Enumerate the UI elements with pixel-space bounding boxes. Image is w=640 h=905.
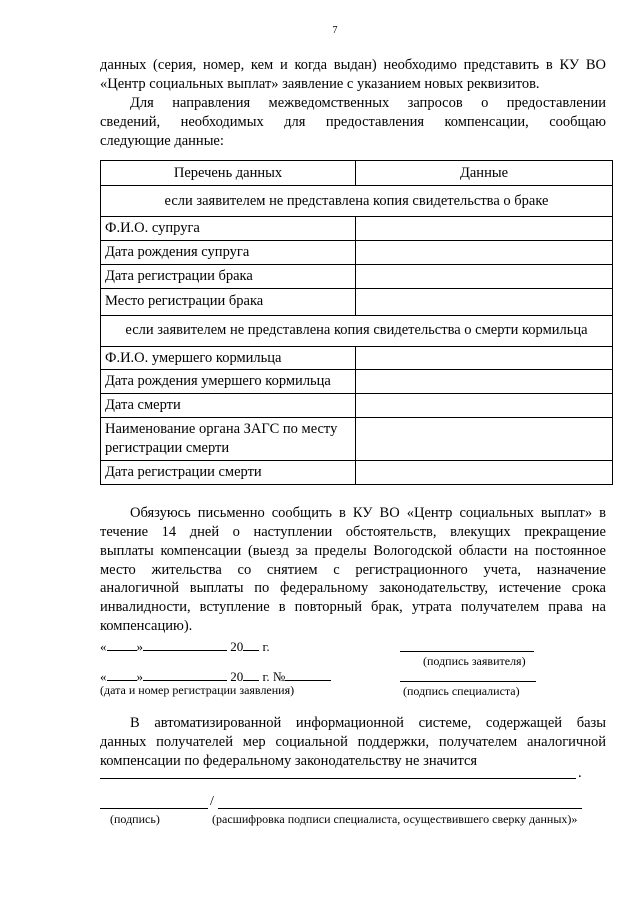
section-heading: если заявителем не представлена копия свидетельства о браке — [101, 186, 613, 217]
ais-line: компенсации по федеральному законодательству не значится — [100, 752, 478, 769]
quote-open: « — [100, 639, 107, 654]
table-section-row — [101, 315, 613, 346]
table-row — [101, 288, 613, 315]
final-signature-line[interactable] — [100, 808, 208, 809]
ais-line: В автоматизированной информационной системе, содержащей базы — [130, 715, 606, 731]
year-suffix: г. — [262, 639, 270, 654]
slash: / — [210, 794, 214, 809]
quote-close: » — [136, 639, 143, 654]
year-field[interactable] — [243, 638, 259, 651]
year-prefix: 20 — [230, 639, 244, 654]
row-label: Дата рождения супруга — [101, 240, 356, 264]
month-field[interactable] — [143, 668, 227, 681]
table-row — [101, 217, 613, 241]
year-prefix: 20 — [230, 669, 244, 684]
registration-number-field[interactable] — [285, 668, 331, 681]
decoding-caption: (расшифровка подписи специалиста, осуществившего сверку данных)» — [212, 812, 578, 826]
month-field[interactable] — [143, 638, 227, 651]
year-field[interactable] — [243, 668, 259, 681]
row-label: Дата регистрации смерти — [101, 460, 356, 484]
table-row — [101, 460, 613, 484]
number-sign: № — [272, 669, 286, 684]
intro-paragraph-2 — [100, 94, 606, 151]
row-label: Наименование органа ЗАГС по месту регистрации смерти — [101, 418, 356, 461]
day-field[interactable] — [107, 668, 137, 681]
row-value-cell[interactable] — [356, 288, 613, 315]
table-row — [101, 346, 613, 370]
row-value-cell[interactable] — [356, 264, 613, 288]
obligation-line: выплаты компенсации (выезд за пределы Вологодской области на постоянное — [100, 542, 606, 559]
ais-fill-line[interactable] — [100, 778, 576, 779]
applicant-signature-line[interactable] — [400, 651, 534, 652]
row-value-cell[interactable] — [356, 394, 613, 418]
applicant-date-row — [100, 638, 270, 656]
row-value-cell[interactable] — [356, 346, 613, 370]
obligation-line: инвалидности, вступление в повторный брак, утрата получателем права на — [100, 599, 606, 616]
table-header-row — [101, 161, 613, 186]
day-field[interactable] — [107, 638, 137, 651]
intro-paragraph — [100, 56, 606, 94]
ais-line: данных получателей мер социальной поддержки, получателем аналогичной — [100, 733, 606, 750]
ais-dot: . — [578, 765, 582, 781]
table-row — [101, 418, 613, 461]
row-value-cell[interactable] — [356, 418, 613, 461]
obligation-paragraph — [100, 504, 606, 636]
intro-line: данных (серия, номер, кем и когда выдан) необходимо представить в КУ ВО — [100, 57, 606, 73]
column-header: Данные — [356, 161, 613, 186]
row-value-cell[interactable] — [356, 217, 613, 241]
section-heading: если заявителем не представлена копия свидетельства о смерти кормильца — [101, 315, 613, 346]
table-row — [101, 394, 613, 418]
table-row — [101, 240, 613, 264]
row-value-cell[interactable] — [356, 240, 613, 264]
obligation-line: место жительства со снятием с регистрационного учета, назначение — [100, 561, 606, 578]
row-value-cell[interactable] — [356, 370, 613, 394]
intro-line: Для направления межведомственных запросов о предоставлении — [130, 95, 606, 111]
registration-caption: (дата и номер регистрации заявления) — [100, 683, 295, 697]
data-table — [100, 160, 613, 485]
obligation-line: течение 14 дней о наступлении обстоятельств, влекущих прекращение — [100, 523, 606, 540]
column-header: Перечень данных — [101, 161, 356, 186]
specialist-signature-line[interactable] — [400, 681, 536, 682]
specialist-signature-caption: (подпись специалиста) — [403, 684, 520, 698]
quote-close: » — [136, 669, 143, 684]
table-row — [101, 370, 613, 394]
intro-line: «Центр социальных выплат» заявление с указанием новых реквизитов. — [100, 75, 540, 92]
row-label: Дата смерти — [101, 394, 356, 418]
intro-line: сведений, необходимых для предоставления компенсации, сообщаю — [100, 113, 606, 130]
obligation-line: Обязуюсь письменно сообщить в КУ ВО «Центр социальных выплат» в — [130, 505, 606, 521]
signature-caption: (подпись) — [110, 812, 160, 826]
row-label: Ф.И.О. умершего кормильца — [101, 346, 356, 370]
intro-line: следующие данные: — [100, 132, 224, 149]
ais-paragraph — [100, 714, 606, 771]
signature-decoding-line[interactable] — [218, 808, 582, 809]
quote-open: « — [100, 669, 107, 684]
row-label: Дата регистрации брака — [101, 264, 356, 288]
obligation-line: аналогичной выплаты по федеральному законодательству, истечение срока — [100, 580, 606, 597]
table-section-row — [101, 186, 613, 217]
page-number: 7 — [332, 25, 338, 36]
row-label: Ф.И.О. супруга — [101, 217, 356, 241]
row-value-cell[interactable] — [356, 460, 613, 484]
year-suffix: г. — [262, 669, 270, 684]
table-row — [101, 264, 613, 288]
row-label: Место регистрации брака — [101, 288, 356, 315]
applicant-signature-caption: (подпись заявителя) — [423, 654, 526, 668]
obligation-line: компенсацию). — [100, 618, 193, 635]
row-label: Дата рождения умершего кормильца — [101, 370, 356, 394]
